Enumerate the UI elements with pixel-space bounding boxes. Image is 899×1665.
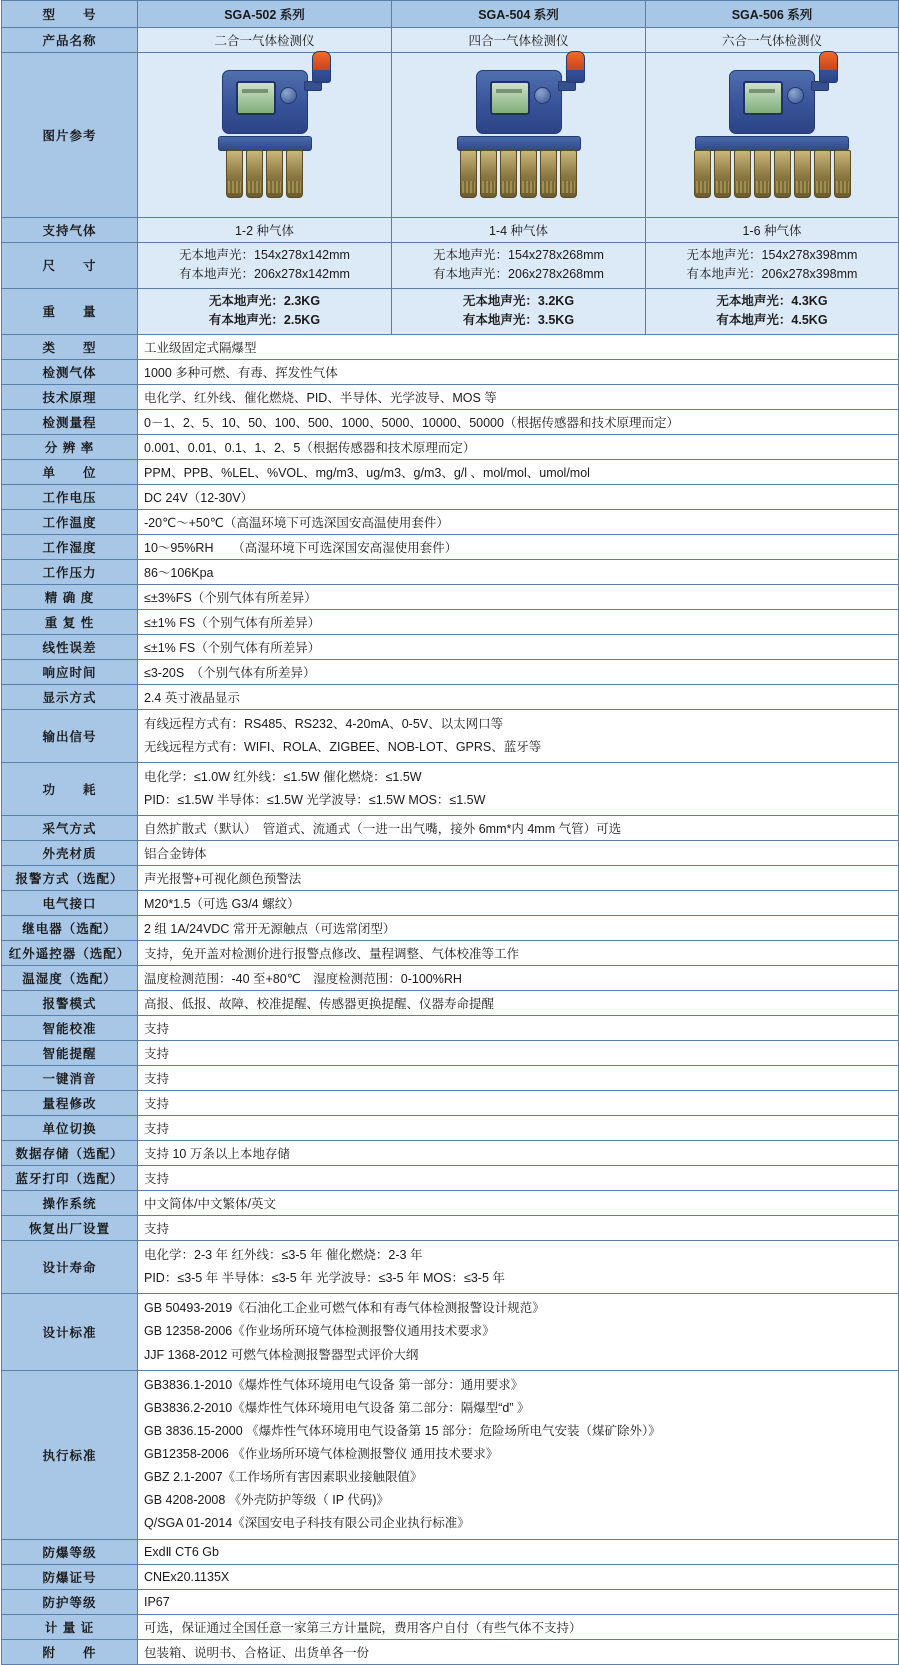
row-label-type: 类 型 bbox=[2, 334, 138, 359]
table-row-design-life bbox=[2, 1241, 899, 1294]
design-standard-1: GB 50493-2019《石油化工企业可燃气体和有毒气体检测报警设计规范》 bbox=[144, 1301, 545, 1316]
life-ec: 电化学：2-3 年 bbox=[144, 1248, 229, 1262]
row-label-model: 型 号 bbox=[2, 1, 138, 28]
table-row-ex-cert bbox=[2, 1564, 899, 1589]
row-label-exec-standard: 执行标准 bbox=[2, 1370, 138, 1539]
table-row-bluetooth-print bbox=[2, 1166, 899, 1191]
row-value-design-life bbox=[138, 1241, 899, 1294]
row-value-smart-reminder: 支持 bbox=[138, 1041, 899, 1066]
row-label-design-standard: 设计标准 bbox=[2, 1294, 138, 1370]
exec-standard-5: GBZ 2.1-2007《工作场所有害因素职业接触限值》 bbox=[144, 1470, 423, 1485]
table-row-ip-level bbox=[2, 1589, 899, 1614]
design-standard-3: JJF 1368-2012 可燃气体检测报警器型式评价大纲 bbox=[144, 1347, 419, 1362]
row-label-principle: 技术原理 bbox=[2, 384, 138, 409]
row-label-output-signal: 输出信号 bbox=[2, 709, 138, 762]
size-502 bbox=[138, 243, 392, 289]
power-pid: PID：≤1.5W bbox=[144, 792, 214, 807]
row-label-unit: 单 位 bbox=[2, 459, 138, 484]
row-label-linearity: 线性误差 bbox=[2, 634, 138, 659]
weight-506-line2: 有本地声光：4.5KG bbox=[716, 313, 828, 328]
life-line1 bbox=[144, 1244, 892, 1267]
table-row-principle bbox=[2, 384, 899, 409]
weight-504-line2: 有本地声光：3.5KG bbox=[462, 313, 575, 328]
row-value-response-time: ≤3-20S （个别气体有所差异） bbox=[138, 659, 899, 684]
row-value-smart-calibration: 支持 bbox=[138, 1016, 899, 1041]
table-row-weight bbox=[2, 288, 899, 334]
row-label-ip-level: 防护等级 bbox=[2, 1589, 138, 1614]
row-value-unit-switch: 支持 bbox=[138, 1116, 899, 1141]
alarm-lamp-icon bbox=[312, 51, 331, 83]
table-row-pressure bbox=[2, 559, 899, 584]
life-line2 bbox=[144, 1267, 892, 1290]
life-semi: 半导体：≤3-5 年 bbox=[221, 1271, 313, 1286]
row-label-design-life: 设计寿命 bbox=[2, 1241, 138, 1294]
row-value-voltage: DC 24V（12-30V） bbox=[138, 484, 899, 509]
row-label-accuracy: 精 确 度 bbox=[2, 584, 138, 609]
weight-504-line1: 无本地声光：3.2KG bbox=[462, 293, 575, 308]
size-506-line2: 有本地声光：206x278x398mm bbox=[686, 267, 858, 282]
row-label-smart-calibration: 智能校准 bbox=[2, 1016, 138, 1041]
row-value-ir-remote: 支持，免开盖对检测价进行报警点修改、量程调整、气体校准等工作 bbox=[138, 941, 899, 966]
table-row-metering-cert bbox=[2, 1614, 899, 1639]
product-name-506: 六合一气体检测仪 bbox=[646, 28, 899, 53]
table-row-response-time bbox=[2, 659, 899, 684]
row-label-data-storage: 数据存储（选配） bbox=[2, 1141, 138, 1166]
table-row-unit-switch bbox=[2, 1116, 899, 1141]
table-row-one-key-mute bbox=[2, 1066, 899, 1091]
row-value-temp: -20℃～+50℃（高温环境下可选深国安高温使用套件） bbox=[138, 509, 899, 534]
life-pid: PID：≤3-5 年 bbox=[144, 1271, 219, 1286]
support-gas-502: 1-2 种气体 bbox=[138, 218, 392, 243]
row-value-one-key-mute: 支持 bbox=[138, 1066, 899, 1091]
row-label-image: 图片参考 bbox=[2, 53, 138, 218]
device-image-502 bbox=[138, 53, 392, 218]
alarm-lamp-icon bbox=[819, 51, 838, 83]
size-506-line1: 无本地声光：154x278x398mm bbox=[686, 248, 858, 262]
row-label-detect-gas: 检测气体 bbox=[2, 359, 138, 384]
spec-table bbox=[1, 0, 899, 1665]
table-row-exec-standard bbox=[2, 1370, 899, 1539]
table-row-ir-remote bbox=[2, 941, 899, 966]
table-row-data-storage bbox=[2, 1141, 899, 1166]
exec-standard-1: GB3836.1-2010《爆炸性气体环境用电气设备 第一部分：通用要求》 bbox=[144, 1377, 524, 1392]
table-row-linearity bbox=[2, 634, 899, 659]
row-value-range: 0－1、2、5、10、50、100、500、1000、5000、10000、50000（根据传感器和技术原理而定） bbox=[138, 409, 899, 434]
table-row-power bbox=[2, 762, 899, 815]
product-name-502: 二合一气体检测仪 bbox=[138, 28, 392, 53]
row-label-repeatability: 重 复 性 bbox=[2, 609, 138, 634]
power-cat: 催化燃烧：≤1.5W bbox=[323, 769, 422, 784]
device-image-504 bbox=[392, 53, 646, 218]
table-row-support-gas bbox=[2, 218, 899, 243]
row-label-accessories: 附 件 bbox=[2, 1639, 138, 1664]
table-row-temp-humidity-opt bbox=[2, 966, 899, 991]
table-row-size bbox=[2, 243, 899, 289]
row-value-unit: PPM、PPB、%LEL、%VOL、mg/m3、ug/m3、g/m3、g/l 、mol/mol、umol/mol bbox=[138, 459, 899, 484]
life-optical: 光学波导：≤3-5 年 bbox=[316, 1271, 420, 1286]
exec-standard-2: GB3836.2-2010《爆炸性气体环境用电气设备 第二部分：隔爆型“d” 》 bbox=[144, 1400, 530, 1415]
exec-standard-6: GB 4208-2008 《外壳防护等级（ IP 代码)》 bbox=[144, 1493, 389, 1508]
weight-502-line2: 有本地声光：2.5KG bbox=[208, 313, 321, 328]
size-502-line2: 有本地声光：206x278x142mm bbox=[179, 267, 350, 282]
row-value-exec-standard bbox=[138, 1370, 899, 1539]
row-label-os: 操作系统 bbox=[2, 1191, 138, 1216]
row-label-temp-humidity-opt: 温湿度（选配） bbox=[2, 966, 138, 991]
table-row-smart-calibration bbox=[2, 1016, 899, 1041]
row-value-pressure: 86～106Kpa bbox=[138, 559, 899, 584]
row-label-ex-level: 防爆等级 bbox=[2, 1539, 138, 1564]
row-value-accessories: 包装箱、说明书、合格证、出货单各一份 bbox=[138, 1639, 899, 1664]
row-label-housing: 外壳材质 bbox=[2, 841, 138, 866]
exec-standard-4: GB12358-2006 《作业场所环境气体检测报警仪 通用技术要求》 bbox=[144, 1447, 499, 1461]
row-label-sampling: 采气方式 bbox=[2, 816, 138, 841]
row-label-electrical-port: 电气接口 bbox=[2, 891, 138, 916]
row-value-design-standard bbox=[138, 1294, 899, 1370]
row-label-humidity: 工作湿度 bbox=[2, 534, 138, 559]
row-value-resolution: 0.001、0.01、0.1、1、2、5（根据传感器和技术原理而定） bbox=[138, 434, 899, 459]
size-502-line1: 无本地声光：154x278x142mm bbox=[179, 248, 350, 262]
support-gas-506: 1-6 种气体 bbox=[646, 218, 899, 243]
table-row-humidity bbox=[2, 534, 899, 559]
row-value-relay: 2 组 1A/24VDC 常开无源触点（可选常闭型） bbox=[138, 916, 899, 941]
table-row-housing bbox=[2, 841, 899, 866]
table-row-model bbox=[2, 1, 899, 28]
row-label-ir-remote: 红外遥控器（选配） bbox=[2, 941, 138, 966]
size-504-line1: 无本地声光：154x278x268mm bbox=[433, 248, 604, 262]
table-row-temp bbox=[2, 509, 899, 534]
row-value-repeatability: ≤±1% FS（个别气体有所差异） bbox=[138, 609, 899, 634]
row-label-pressure: 工作压力 bbox=[2, 559, 138, 584]
power-line1 bbox=[144, 766, 892, 789]
row-label-power: 功 耗 bbox=[2, 762, 138, 815]
row-value-alarm-modes: 高报、低报、故障、校准提醒、传感器更换提醒、仪器寿命提醒 bbox=[138, 991, 899, 1016]
size-504 bbox=[392, 243, 646, 289]
row-value-electrical-port: M20*1.5（可选 G3/4 螺纹） bbox=[138, 891, 899, 916]
table-row-ex-level bbox=[2, 1539, 899, 1564]
table-row-accuracy bbox=[2, 584, 899, 609]
output-signal-wireless: 无线远程方式有：WIFI、ROLA、ZIGBEE、NOB-LOT、GPRS、蓝牙等 bbox=[144, 739, 542, 754]
size-506 bbox=[646, 243, 899, 289]
row-value-factory-reset: 支持 bbox=[138, 1216, 899, 1241]
row-value-ip-level: IP67 bbox=[138, 1589, 899, 1614]
row-label-unit-switch: 单位切换 bbox=[2, 1116, 138, 1141]
model-502: SGA-502 系列 bbox=[138, 1, 392, 28]
row-label-response-time: 响应时间 bbox=[2, 659, 138, 684]
table-row-product-name bbox=[2, 28, 899, 53]
row-value-ex-level: ExdⅡ CT6 Gb bbox=[138, 1539, 899, 1564]
table-row-relay bbox=[2, 916, 899, 941]
power-semi: 半导体：≤1.5W bbox=[216, 792, 303, 807]
row-value-ex-cert: CNEx20.1135X bbox=[138, 1564, 899, 1589]
table-row-resolution bbox=[2, 434, 899, 459]
row-value-display: 2.4 英寸液晶显示 bbox=[138, 684, 899, 709]
life-mos: MOS：≤3-5 年 bbox=[423, 1271, 505, 1286]
row-label-relay: 继电器（选配） bbox=[2, 916, 138, 941]
row-value-metering-cert: 可选，保证通过全国任意一家第三方计量院，费用客户自付（有些气体不支持） bbox=[138, 1614, 899, 1639]
life-ir: 红外线：≤3-5 年 bbox=[231, 1248, 323, 1262]
device-image-506 bbox=[646, 53, 899, 218]
power-ec: 电化学：≤1.0W bbox=[144, 769, 231, 784]
power-optical: 光学波导：≤1.5W bbox=[306, 792, 405, 807]
size-504-line2: 有本地声光：206x278x268mm bbox=[433, 267, 604, 282]
table-row-range bbox=[2, 409, 899, 434]
row-label-resolution: 分 辨 率 bbox=[2, 434, 138, 459]
power-ir: 红外线：≤1.5W bbox=[233, 769, 320, 784]
sensor-group-506 bbox=[672, 150, 872, 198]
table-row-voltage bbox=[2, 484, 899, 509]
row-label-alarm-mode-opt: 报警方式（选配） bbox=[2, 866, 138, 891]
alarm-lamp-icon bbox=[566, 51, 585, 83]
weight-502-line1: 无本地声光：2.3KG bbox=[208, 293, 321, 308]
row-value-humidity: 10～95%RH （高湿环境下可选深国安高湿使用套件） bbox=[138, 534, 899, 559]
row-label-weight: 重 量 bbox=[2, 288, 138, 334]
exec-standard-7: Q/SGA 01-2014《深国安电子科技有限公司企业执行标准》 bbox=[144, 1516, 470, 1531]
row-label-metering-cert: 计 量 证 bbox=[2, 1614, 138, 1639]
weight-506-line1: 无本地声光：4.3KG bbox=[716, 293, 828, 308]
power-line2 bbox=[144, 789, 892, 812]
row-label-alarm-modes: 报警模式 bbox=[2, 991, 138, 1016]
table-row-design-standard bbox=[2, 1294, 899, 1370]
table-row-repeatability bbox=[2, 609, 899, 634]
weight-504 bbox=[392, 288, 646, 334]
support-gas-504: 1-4 种气体 bbox=[392, 218, 646, 243]
row-label-smart-reminder: 智能提醒 bbox=[2, 1041, 138, 1066]
row-label-range-modify: 量程修改 bbox=[2, 1091, 138, 1116]
row-label-voltage: 工作电压 bbox=[2, 484, 138, 509]
table-row-display bbox=[2, 684, 899, 709]
table-row-factory-reset bbox=[2, 1216, 899, 1241]
weight-506 bbox=[646, 288, 899, 334]
row-value-data-storage: 支持 10 万条以上本地存储 bbox=[138, 1141, 899, 1166]
row-label-ex-cert: 防爆证号 bbox=[2, 1564, 138, 1589]
table-row-alarm-mode-opt bbox=[2, 866, 899, 891]
table-row-range-modify bbox=[2, 1091, 899, 1116]
row-value-type: 工业级固定式隔爆型 bbox=[138, 334, 899, 359]
table-row-detect-gas bbox=[2, 359, 899, 384]
row-value-output-signal bbox=[138, 709, 899, 762]
table-row-image bbox=[2, 53, 899, 218]
life-cat: 催化燃烧：2-3 年 bbox=[325, 1248, 423, 1262]
product-name-504: 四合一气体检测仪 bbox=[392, 28, 646, 53]
row-label-display: 显示方式 bbox=[2, 684, 138, 709]
table-row-unit bbox=[2, 459, 899, 484]
row-value-alarm-mode-opt: 声光报警+可视化颜色预警法 bbox=[138, 866, 899, 891]
row-value-sampling: 自然扩散式（默认） 管道式、流通式（一进一出气嘴，接外 6mm*内 4mm 气管）可选 bbox=[138, 816, 899, 841]
model-504: SGA-504 系列 bbox=[392, 1, 646, 28]
row-value-range-modify: 支持 bbox=[138, 1091, 899, 1116]
table-row-sampling bbox=[2, 816, 899, 841]
row-value-housing: 铝合金铸体 bbox=[138, 841, 899, 866]
row-value-accuracy: ≤±3%FS（个别气体有所差异） bbox=[138, 584, 899, 609]
row-value-os: 中文简体/中文繁体/英文 bbox=[138, 1191, 899, 1216]
row-value-temp-humidity-opt: 温度检测范围：-40 至+80℃ 湿度检测范围：0-100%RH bbox=[138, 966, 899, 991]
exec-standard-3: GB 3836.15-2000 《爆炸性气体环境用电气设备第 15 部分：危险场所电气安装（煤矿除外）》 bbox=[144, 1423, 661, 1438]
table-row-os bbox=[2, 1191, 899, 1216]
table-row-output-signal bbox=[2, 709, 899, 762]
row-label-one-key-mute: 一键消音 bbox=[2, 1066, 138, 1091]
row-label-support-gas: 支持气体 bbox=[2, 218, 138, 243]
table-row-electrical-port bbox=[2, 891, 899, 916]
power-mos: MOS：≤1.5W bbox=[408, 792, 486, 807]
row-label-size: 尺 寸 bbox=[2, 243, 138, 289]
row-label-product-name: 产品名称 bbox=[2, 28, 138, 53]
row-value-power bbox=[138, 762, 899, 815]
row-value-detect-gas: 1000 多种可燃、有毒、挥发性气体 bbox=[138, 359, 899, 384]
sensor-group-504 bbox=[434, 150, 604, 198]
sensor-group-502 bbox=[190, 150, 340, 198]
table-row-type bbox=[2, 334, 899, 359]
table-row-accessories bbox=[2, 1639, 899, 1664]
row-label-temp: 工作温度 bbox=[2, 509, 138, 534]
row-label-factory-reset: 恢复出厂设置 bbox=[2, 1216, 138, 1241]
table-row-alarm-modes bbox=[2, 991, 899, 1016]
table-row-smart-reminder bbox=[2, 1041, 899, 1066]
output-signal-wired: 有线远程方式有：RS485、RS232、4-20mA、0-5V、以太网口等 bbox=[144, 716, 504, 731]
model-506: SGA-506 系列 bbox=[646, 1, 899, 28]
row-label-bluetooth-print: 蓝牙打印（选配） bbox=[2, 1166, 138, 1191]
row-value-linearity: ≤±1% FS（个别气体有所差异） bbox=[138, 634, 899, 659]
weight-502 bbox=[138, 288, 392, 334]
row-value-bluetooth-print: 支持 bbox=[138, 1166, 899, 1191]
row-value-principle: 电化学、红外线、催化燃烧、PID、半导体、光学波导、MOS 等 bbox=[138, 384, 899, 409]
row-label-range: 检测量程 bbox=[2, 409, 138, 434]
design-standard-2: GB 12358-2006《作业场所环境气体检测报警仪通用技术要求》 bbox=[144, 1324, 495, 1339]
